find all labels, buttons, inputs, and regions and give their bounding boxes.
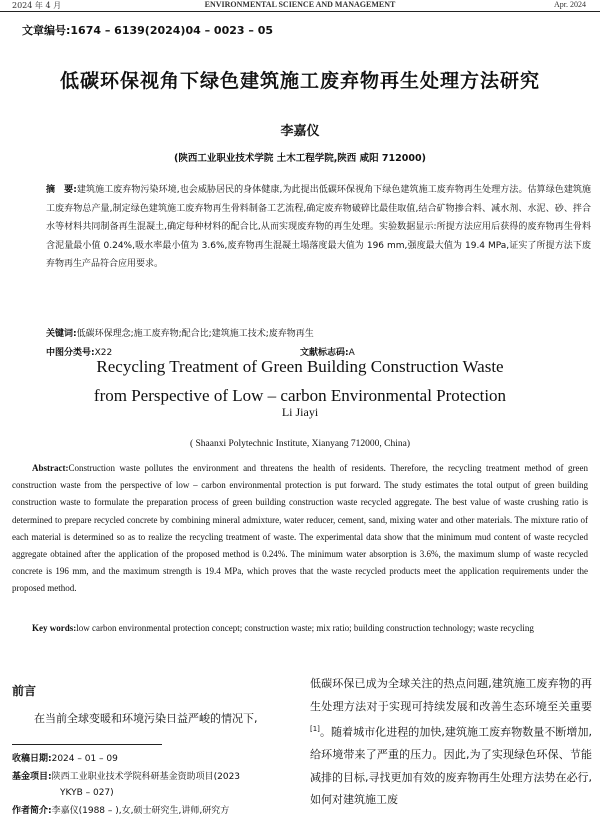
fund-line1: 陕西工业职业技术学院科研基金资助项目(2023 (51, 772, 241, 782)
footnote-fund (12, 770, 302, 801)
header-date: 2024 年 4 月 (12, 1, 62, 10)
document-code-value: A (348, 348, 355, 358)
bio-label: 作者简介: (12, 806, 52, 816)
fund-line2: YKYB – 027) (60, 787, 114, 798)
received-label: 收稿日期: (12, 754, 52, 764)
author-chinese: 李嘉仪 (280, 124, 320, 139)
abstract-chinese-label: 摘 要: (46, 185, 77, 195)
article-number: 文章编号:1674 – 6139(2024)04 – 0023 – 05 (22, 24, 274, 37)
intro-right-text-1: 低碳环保已成为全球关注的热点问题,建筑施工废弃物的再生处理方法对于实现可持续发展和改善生态环境至关重要 (310, 677, 592, 713)
abstract-english-text: Construction waste pollutes the environment and threatens the health of residents. Therefore, the recycling treatment method of green construction waste from the perspective of low – carbon environmental protection is put forward. The study estimates the total output of green building construction waste to formulate the preparation process of green building construction waste recycled aggregate. The best value of waste crushing ratio is determined to prepare recycled concrete by combining mineral admixture, water reducer, cement, sand, mixing water and other materials. The mixture ratio of each material is determined so as to realize the recycling treatment of waste. The experimental data show that the minimum mud content of waste recycled aggregate obtained after the application of the proposed method is 0.24%. The minimum water absorption is 3.6%, the maximum slump of waste recycled concrete is 196 mm, and the maximum strength is 19.4 MPa, which proves that the waste recycled products meet the application requirements under the proposed method. (12, 463, 588, 594)
footnote-author-bio (12, 804, 302, 820)
received-date: 2024 – 01 – 09 (51, 754, 118, 764)
footnote-received (12, 752, 302, 768)
classification-label: 中图分类号: (46, 348, 95, 358)
intro-left-paragraph: 在当前全球变暖和环境污染日益严峻的情况下, (34, 712, 258, 725)
title-english-line1: Recycling Treatment of Green Building Construction Waste (96, 357, 504, 376)
keywords-english (12, 620, 588, 637)
keywords-chinese-label: 关键词: (46, 329, 77, 339)
keywords-chinese-text: 低碳环保理念;施工废弃物;配合比;建筑施工技术;废弃物再生 (76, 329, 314, 339)
affiliation-chinese: (陕西工业职业技术学院 土木工程学院,陕西 咸阳 712000) (174, 153, 426, 164)
title-english (0, 352, 600, 410)
abstract-chinese-text: 建筑施工废弃物污染环境,也会威胁居民的身体健康,为此提出低碳环保视角下绿色建筑施工废弃物再生处理方法。估算绿色建筑施工废弃物总产量,制定绿色建筑施工废弃物再生骨料制备工艺流程,确定废弃物破碎比最佳取值,结合矿物掺合料、减水剂、水泥、砂、拌合水等材料共同制备再生混凝土,确定每种材料的配合比,从而实现废弃物的再生处理。实验数据显示:所提方法应用后获得的废弃物再生骨料含泥量最小值 0.24%,吸水率最小值为 3.6%,废弃物再生混凝土塌落度最大值为 196 mm,强度最大值为 19.4 MPa,证实了所提方法下废弃物再生产品符合应用要求。 (46, 185, 591, 270)
section-heading-preface: 前言 (12, 684, 37, 698)
intro-right-text-2: 。随着城市化进程的加快,建筑施工废弃物数量不断增加,给环境带来了严重的压力。因此,为了实现绿色环保、节能减排的目标,寻找更加有效的废弃物再生处理方法势在必行,如何对建筑施工废 (310, 725, 592, 807)
header-issue: Apr. 2024 (554, 0, 586, 9)
author-english: Li Jiayi (281, 405, 319, 419)
abstract-chinese (46, 181, 591, 274)
document-code-label: 文献标志码: (300, 348, 349, 358)
footnote-divider (12, 744, 162, 745)
citation-ref: [1] (310, 725, 320, 733)
header-divider (0, 11, 600, 12)
classification-value: X22 (94, 348, 113, 358)
keywords-english-label: Key words: (32, 623, 77, 633)
abstract-english (12, 460, 588, 598)
affiliation-english: ( Shaanxi Polytechnic Institute, Xianyang 712000, China) (189, 439, 411, 449)
keywords-english-text: low carbon environmental protection concept; construction waste; mix ratio; building construction technology; waste recycling (76, 623, 534, 633)
title-english-line2: from Perspective of Low – carbon Environmental Protection (93, 386, 507, 405)
abstract-english-label: Abstract: (32, 463, 69, 473)
fund-label: 基金项目: (12, 772, 52, 782)
title-chinese: 低碳环保视角下绿色建筑施工废弃物再生处理方法研究 (59, 70, 540, 92)
intro-right-column (310, 673, 592, 812)
header-journal: ENVIRONMENTAL SCIENCE AND MANAGEMENT (204, 0, 396, 9)
keywords-chinese (46, 326, 314, 339)
bio-text: 李嘉仪(1988 – ),女,硕士研究生,讲师,研究方 (51, 806, 230, 816)
